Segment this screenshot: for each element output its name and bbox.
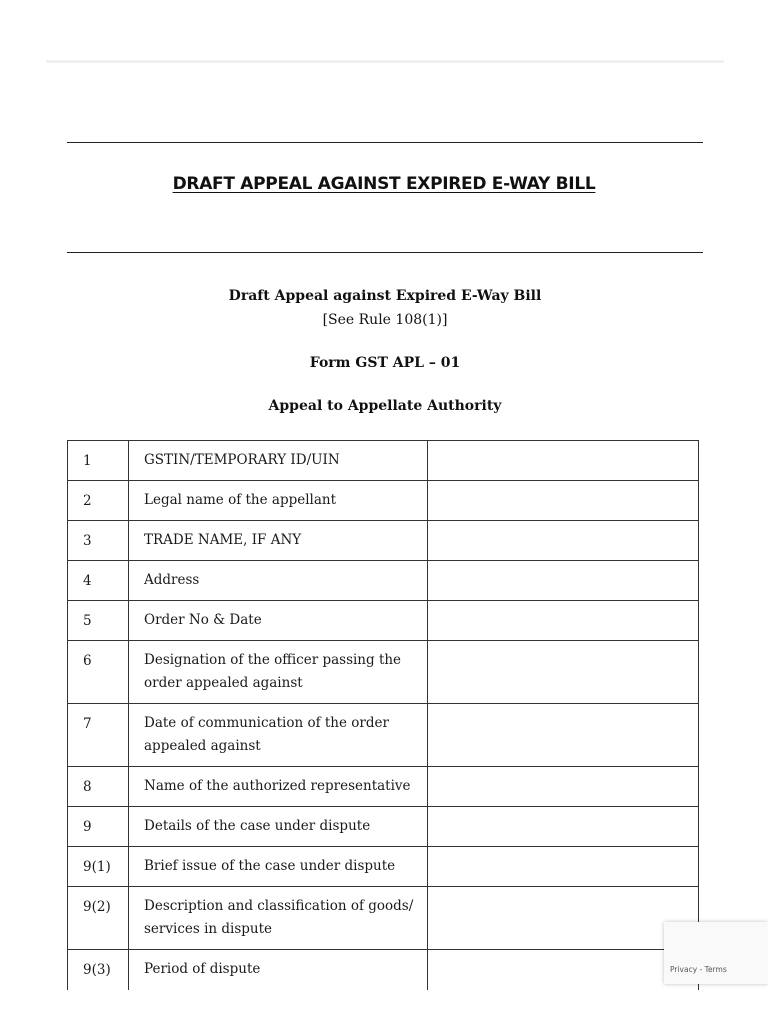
appeal-form-table	[67, 440, 699, 990]
row-label: Description and classification of goods/ services in dispute	[144, 898, 414, 937]
row-number: 2	[83, 493, 92, 509]
table-row	[68, 704, 699, 767]
row-number: 6	[83, 653, 92, 669]
row-label: TRADE NAME, IF ANY	[144, 532, 302, 548]
row-value-cell[interactable]	[428, 807, 699, 847]
row-label: Period of dispute	[144, 961, 261, 977]
table-row	[68, 807, 699, 847]
table-row	[68, 521, 699, 561]
row-value-cell[interactable]	[428, 441, 699, 481]
row-number: 1	[83, 453, 92, 469]
table-row	[68, 481, 699, 521]
row-value-cell[interactable]	[428, 767, 699, 807]
row-value-cell[interactable]	[428, 704, 699, 767]
row-label: Details of the case under dispute	[144, 818, 371, 834]
row-number: 9(2)	[83, 899, 111, 915]
title-rule-bottom	[67, 252, 703, 253]
row-value-cell[interactable]	[428, 887, 699, 950]
table-row	[68, 887, 699, 950]
row-number: 5	[83, 613, 92, 629]
row-value-cell[interactable]	[428, 561, 699, 601]
row-number: 7	[83, 716, 92, 732]
row-label: Brief issue of the case under dispute	[144, 858, 396, 874]
document-heading: DRAFT APPEAL AGAINST EXPIRED E-WAY BILL	[172, 174, 596, 194]
terms-link[interactable]: Terms	[704, 965, 727, 974]
recaptcha-links	[670, 965, 727, 974]
row-value-cell[interactable]	[428, 481, 699, 521]
row-label: Address	[144, 572, 200, 588]
row-number: 4	[83, 573, 92, 589]
table-row	[68, 950, 699, 990]
top-divider	[46, 60, 724, 63]
rule-reference: [See Rule 108(1)]	[322, 312, 448, 328]
privacy-link[interactable]: Privacy	[670, 965, 698, 974]
row-label: Order No & Date	[144, 612, 262, 628]
table-row	[68, 767, 699, 807]
recaptcha-badge	[664, 922, 768, 984]
title-rule-top	[67, 142, 703, 143]
row-value-cell[interactable]	[428, 521, 699, 561]
form-caption: Appeal to Appellate Authority	[268, 398, 502, 414]
form-subtitle: Draft Appeal against Expired E-Way Bill	[228, 288, 542, 304]
row-label: Name of the authorized representative	[144, 778, 411, 794]
table-row	[68, 561, 699, 601]
row-number: 3	[83, 533, 92, 549]
table-row	[68, 601, 699, 641]
row-label: GSTIN/TEMPORARY ID/UIN	[144, 452, 340, 468]
table-row	[68, 847, 699, 887]
row-label: Legal name of the appellant	[144, 492, 337, 508]
link-separator: -	[697, 965, 705, 974]
row-value-cell[interactable]	[428, 601, 699, 641]
row-label: Designation of the officer passing the order appealed against	[144, 652, 402, 691]
row-value-cell[interactable]	[428, 950, 699, 990]
table-row	[68, 641, 699, 704]
row-label: Date of communication of the order appealed against	[144, 715, 389, 754]
row-number: 8	[83, 779, 92, 795]
row-value-cell[interactable]	[428, 847, 699, 887]
table-row	[68, 441, 699, 481]
form-name: Form GST APL – 01	[309, 355, 461, 371]
row-number: 9	[83, 819, 92, 835]
row-number: 9(3)	[83, 962, 111, 978]
row-number: 9(1)	[83, 859, 111, 875]
row-value-cell[interactable]	[428, 641, 699, 704]
